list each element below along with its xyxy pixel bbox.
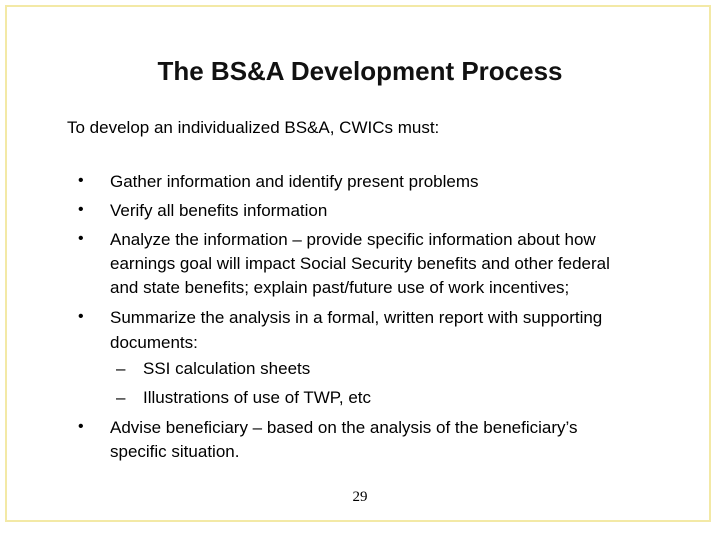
bullet-text: and state benefits; explain past/future use of work incentives; [110,278,570,297]
bullet-text: Gather information and identify present problems [110,172,479,191]
bullet-marker: • [78,230,84,247]
bullet-text: specific situation. [110,442,240,461]
bullet-marker: • [78,172,84,189]
sub-bullet-text: Illustrations of use of TWP, etc [143,388,372,407]
bullet-text: documents: [110,333,198,352]
sub-bullet-text: SSI calculation sheets [143,359,311,378]
bullet-marker: • [78,308,84,325]
page-number: 29 [352,489,368,505]
bullet-marker: • [78,418,84,435]
bullet-text: Analyze the information – provide specific information about how [110,230,596,249]
intro-text: To develop an individualized BS&A, CWICs must: [67,118,440,137]
bullet-marker: • [78,201,84,218]
bullet-text: earnings goal will impact Social Security benefits and other federal [110,254,610,273]
sub-bullet-marker: – [116,359,126,378]
bullet-text: Summarize the analysis in a formal, written report with supporting [110,308,603,327]
bullet-text: Advise beneficiary – based on the analysis of the beneficiary’s [110,418,578,437]
sub-bullet-marker: – [116,388,126,407]
bullet-text: Verify all benefits information [110,201,328,220]
slide-title: The BS&A Development Process [157,56,563,86]
